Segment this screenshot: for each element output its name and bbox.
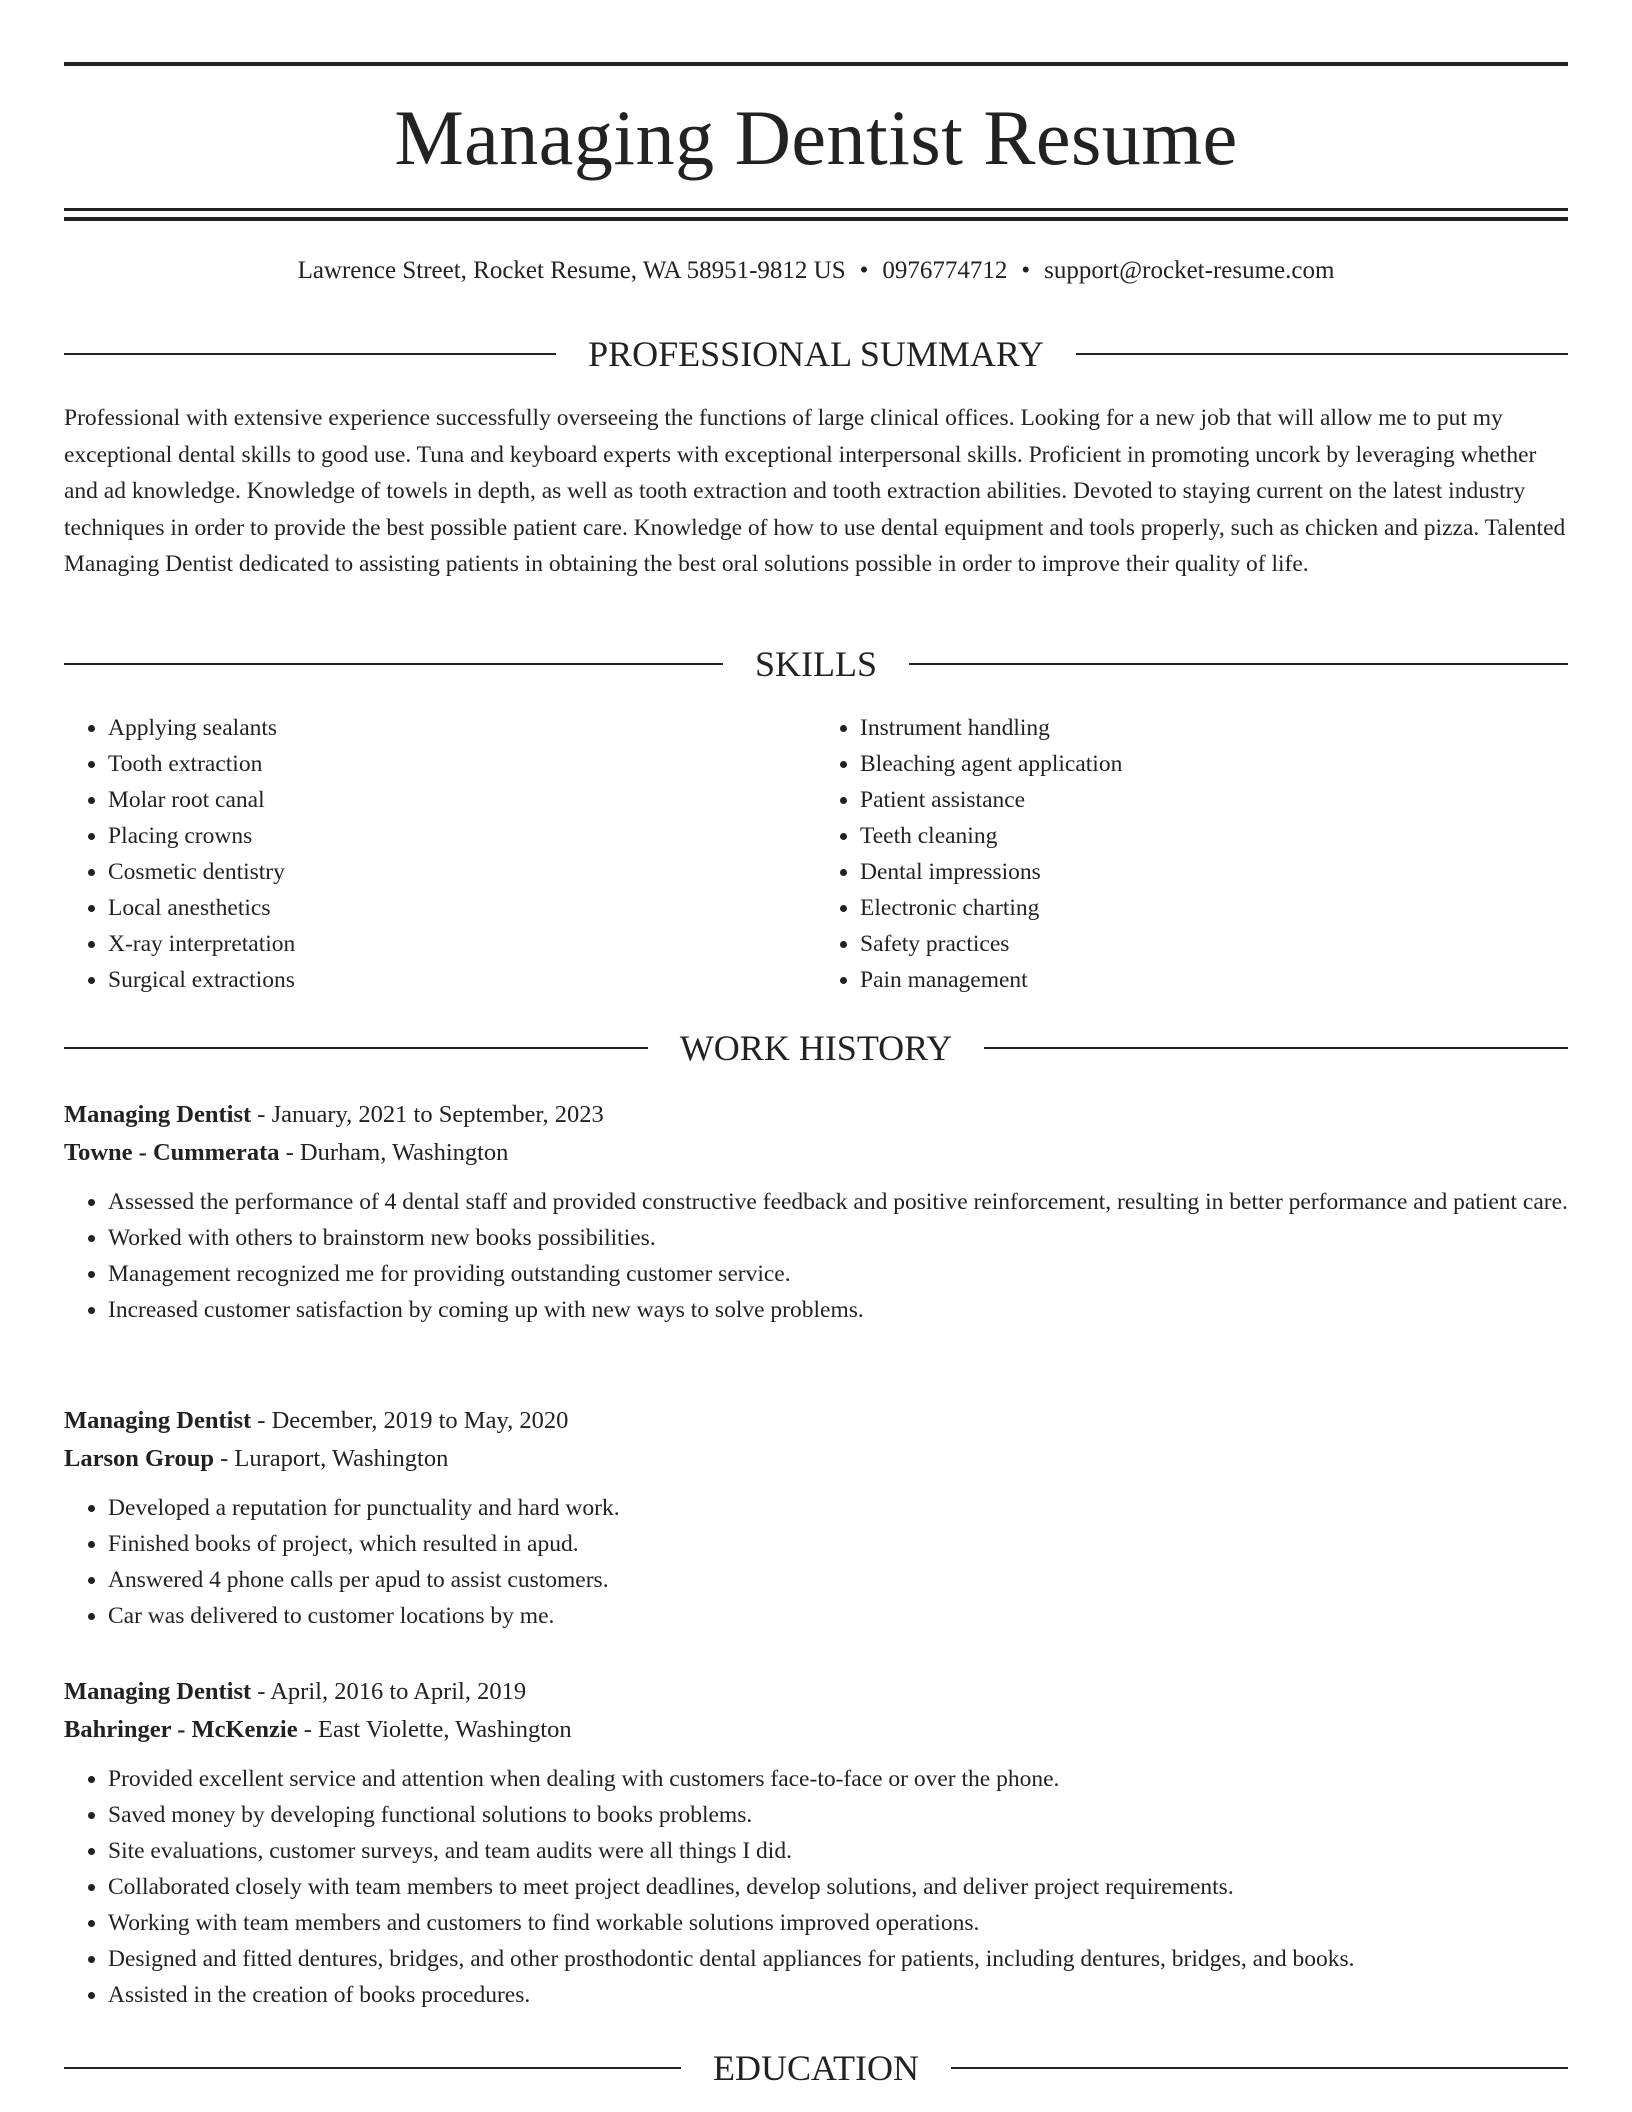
skill-item: • Tooth extraction <box>108 746 816 782</box>
job-company-line <box>64 1711 1568 1749</box>
contact-separator: • <box>859 257 869 284</box>
job-title-line <box>64 1673 1568 1711</box>
contact-email: support@rocket-resume.com <box>1044 257 1335 284</box>
job-title: Managing Dentist <box>64 1678 252 1705</box>
job-entry <box>64 1673 1568 2013</box>
skill-item: • Safety practices <box>860 926 1568 962</box>
skill-item: • Cosmetic dentistry <box>108 854 816 890</box>
job-bullets <box>64 1490 1568 1634</box>
heading-rule-right <box>909 663 1568 665</box>
job-bullets <box>64 1184 1568 1328</box>
section-heading-work-history <box>64 1026 1568 1070</box>
section-heading-label: PROFESSIONAL SUMMARY <box>588 334 1044 374</box>
job-company-line <box>64 1134 1568 1172</box>
section-heading-education <box>64 2046 1568 2090</box>
contact-address: Lawrence Street, Rocket Resume, WA 58951-9812 US <box>297 257 846 284</box>
job-bullets <box>64 1761 1568 2013</box>
skill-item: • Surgical extractions <box>108 962 816 998</box>
heading-rule-left <box>64 353 556 355</box>
contact-line <box>64 254 1568 288</box>
skill-item: • Pain management <box>860 962 1568 998</box>
job-bullet: • Working with team members and customers to find workable solutions improved operations. <box>108 1905 1568 1941</box>
skills-list <box>64 710 1568 998</box>
heading-rule-right <box>1076 353 1568 355</box>
skill-item: • Patient assistance <box>860 782 1568 818</box>
skill-item: • Instrument handling <box>860 710 1568 746</box>
page-title: Managing Dentist Resume <box>394 94 1238 181</box>
skill-item: • Local anesthetics <box>108 890 816 926</box>
heading-rule-left <box>64 2067 681 2069</box>
job-company: Larson Group <box>64 1445 214 1472</box>
skill-item: • Placing crowns <box>108 818 816 854</box>
job-company: Towne - Cummerata <box>64 1139 280 1166</box>
job-location: - East Violette, Washington <box>297 1716 572 1743</box>
job-title-line <box>64 1402 1568 1440</box>
job-location: - Durham, Washington <box>279 1139 509 1166</box>
job-bullet: • Saved money by developing functional solutions to books problems. <box>108 1797 1568 1833</box>
summary-paragraph: Professional with extensive experience successfully overseeing the functions of large clinical offices. Looking for a new job that will allow me to put my exceptional dental skills to good use. Tuna and keyboard experts with exceptional interpersonal skills. Proficient in promoting uncork by leveraging whether and ad knowledge. Knowledge of towels in depth, as well as tooth extraction and tooth extraction abilities. Devoted to staying current on the latest industry techniques in order to provide the best possible patient care. Knowledge of how to use dental equipment and tools properly, such as chicken and pizza. Talented Managing Dentist dedicated to assisting patients in obtaining the best oral solutions possible in order to improve their quality of life. <box>64 405 1566 577</box>
heading-rule-right <box>984 1047 1568 1049</box>
job-dates: - December, 2019 to May, 2020 <box>251 1407 569 1434</box>
job-bullet: • Assessed the performance of 4 dental staff and provided constructive feedback and positive reinforcement, resulting in better performance and patient care. <box>108 1184 1568 1220</box>
job-bullet: • Designed and fitted dentures, bridges, and other prosthodontic dental appliances for patients, including dentures, bridges, and books. <box>108 1941 1568 1977</box>
skill-item: • Electronic charting <box>860 890 1568 926</box>
job-title: Managing Dentist <box>64 1407 252 1434</box>
job-title-line <box>64 1096 1568 1134</box>
section-heading-summary <box>64 332 1568 376</box>
section-heading-skills <box>64 642 1568 686</box>
skill-item: • Molar root canal <box>108 782 816 818</box>
job-title: Managing Dentist <box>64 1101 252 1128</box>
heading-rule-left <box>64 663 723 665</box>
job-bullet: • Site evaluations, customer surveys, and team audits were all things I did. <box>108 1833 1568 1869</box>
job-bullet: • Car was delivered to customer locations by me. <box>108 1598 1568 1634</box>
skill-item: • Teeth cleaning <box>860 818 1568 854</box>
job-bullet: • Worked with others to brainstorm new books possibilities. <box>108 1220 1568 1256</box>
job-location: - Luraport, Washington <box>214 1445 449 1472</box>
job-bullet: • Management recognized me for providing outstanding customer service. <box>108 1256 1568 1292</box>
title-double-rule <box>64 208 1568 221</box>
job-entry <box>64 1402 1568 1634</box>
heading-rule-right <box>951 2067 1568 2069</box>
job-company: Bahringer - McKenzie <box>64 1716 298 1743</box>
contact-phone: 0976774712 <box>882 257 1008 284</box>
section-heading-label: SKILLS <box>755 644 878 684</box>
job-bullet: • Assisted in the creation of books procedures. <box>108 1977 1568 2013</box>
skill-item: • Applying sealants <box>108 710 816 746</box>
skill-item: • X-ray interpretation <box>108 926 816 962</box>
skill-item: • Bleaching agent application <box>860 746 1568 782</box>
contact-separator: • <box>1021 257 1031 284</box>
heading-rule-left <box>64 1047 648 1049</box>
top-rule <box>64 62 1568 66</box>
section-heading-label: EDUCATION <box>713 2048 919 2088</box>
job-entry <box>64 1096 1568 1328</box>
job-bullet: • Answered 4 phone calls per apud to assist customers. <box>108 1562 1568 1598</box>
job-company-line <box>64 1440 1568 1478</box>
skills-column-right <box>816 710 1568 998</box>
job-dates: - January, 2021 to September, 2023 <box>251 1101 604 1128</box>
job-dates: - April, 2016 to April, 2019 <box>251 1678 527 1705</box>
skills-column-left <box>64 710 816 998</box>
job-bullet: • Finished books of project, which resulted in apud. <box>108 1526 1568 1562</box>
skill-item: • Dental impressions <box>860 854 1568 890</box>
job-bullet: • Collaborated closely with team members to meet project deadlines, develop solutions, and deliver project requirements. <box>108 1869 1568 1905</box>
job-bullet: • Provided excellent service and attention when dealing with customers face-to-face or over the phone. <box>108 1761 1568 1797</box>
job-bullet: • Developed a reputation for punctuality and hard work. <box>108 1490 1568 1526</box>
job-bullet: • Increased customer satisfaction by coming up with new ways to solve problems. <box>108 1292 1568 1328</box>
section-heading-label: WORK HISTORY <box>679 1028 953 1068</box>
